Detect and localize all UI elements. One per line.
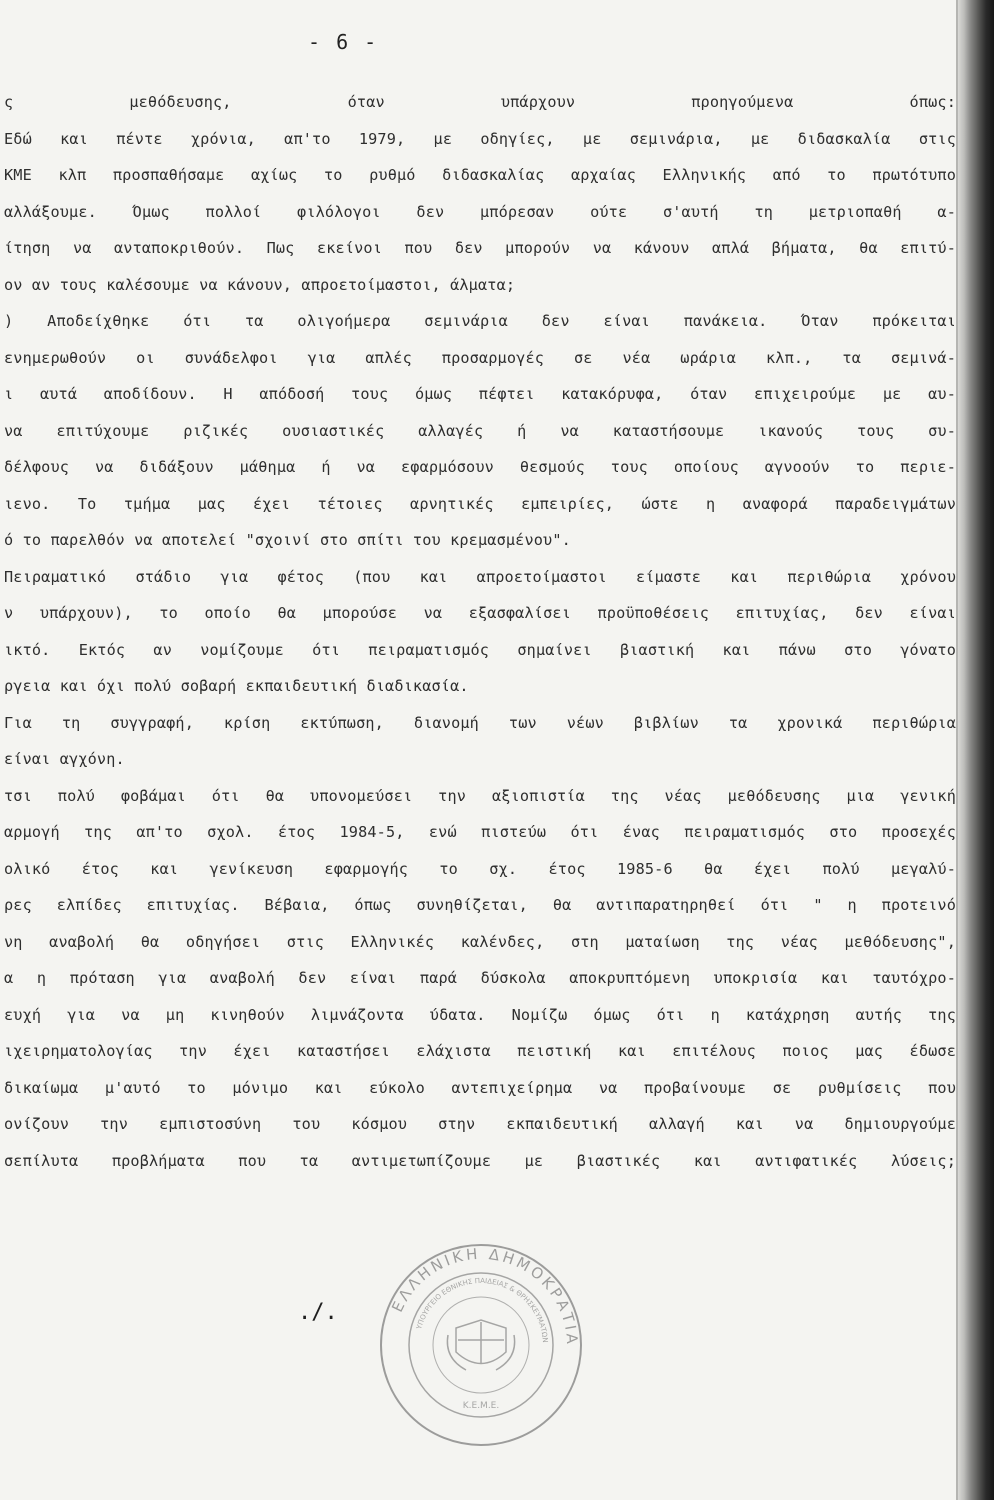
text-line: ν υπάρχουν), το οποίο θα μπορούσε να εξασφαλίσει προϋποθέσεις επιτυχίας, δεν είναι (4, 604, 956, 622)
text-line: ό το παρελθόν να αποτελεί "σχοινί στο σπίτι του κρεμασμένου". (4, 531, 571, 549)
text-line: ον αν τους καλέσουμε να κάνουν, απροετοίμαστοι, άλματα; (4, 275, 516, 294)
text-line: ιχειρηματολογίας την έχει καταστήσει ελάχιστα πειστική και επιτέλους ποιος μας έδωσε (4, 1042, 956, 1060)
body-text (4, 88, 956, 1183)
text-line: ΚΜΕ κλπ προσπαθήσαμε αχίως το ρυθμό διδασκαλίας αρχαίας Ελληνικής από το πρωτότυπο (4, 166, 956, 184)
text-line: ρες ελπίδες επιτυχίας. Βέβαια, όπως συνηθίζεται, θα αντιπαρατηρηθεί ότι " η προτεινό (4, 896, 956, 914)
emblem-icon (447, 1320, 514, 1370)
text-line: αρμογή της απ'το σχολ. έτος 1984-5, ενώ πιστεύω ότι ένας πειραματισμός στο προσεχές (4, 823, 956, 841)
page-number: - 6 - (308, 30, 379, 54)
text-line: νη αναβολή θα οδηγήσει στις Ελληνικές καλένδες, στη ματαίωση της νέας μεθόδευσης", (4, 932, 956, 951)
text-line: αλλάξουμε. Όμως πολλοί φιλόλογοι δεν μπόρεσαν ούτε σ'αυτή τη μετριοπαθή α- (4, 202, 956, 221)
text-line: δικαίωμα μ'αυτό το μόνιμο και εύκολο αντεπιχείρημα να προβαίνουμε σε ρυθμίσεις που (4, 1078, 956, 1097)
text-line: ργεια και όχι πολύ σοβαρή εκπαιδευτική διαδικασία. (4, 677, 469, 695)
text-line: ιενο. Το τμήμα μας έχει τέτοιες αρνητικές εμπειρίες, ώστε η αναφορά παραδειγμάτων (4, 494, 956, 513)
closing-mark: ./. (298, 1300, 338, 1325)
text-line: ολικό έτος και γενίκευση εφαρμογής το σχ. έτος 1985-6 θα έχει πολύ μεγαλύ- (4, 859, 956, 878)
stamp-inner-text: ΥΠΟΥΡΓΕΙΟ ΕΘΝΙΚΗΣ ΠΑΙΔΕΙΑΣ & ΘΡΗΣΚΕΥΜΑΤΩΝ (415, 1276, 549, 1343)
text-line: ονίζουν την εμπιστοσύνη του κόσμου στην εκπαιδευτική αλλαγή και να δημιουργούμε (4, 1115, 956, 1133)
text-line: ς μεθόδευσης, όταν υπάρχουν προηγούμενα όπως: (4, 93, 956, 111)
official-stamp (376, 1240, 586, 1450)
text-line: δέλφους να διδάξουν μάθημα ή να εφαρμόσουν θεσμούς τους οποίους αγνοούν το περιε- (4, 458, 956, 476)
text-line: σεπίλυτα προβλήματα που τα αντιμετωπίζουμε με βιαστικές και αντιφατικές λύσεις; (4, 1151, 956, 1170)
text-line: α η πρόταση για αναβολή δεν είναι παρά δύσκολα αποκρυπτόμενη υποκρισία και ταυτόχρο- (4, 969, 956, 987)
text-line: Πειραματικό στάδιο για φέτος (που και απροετοίμαστοι είμαστε και περιθώρια χρόνου (4, 567, 956, 586)
text-line: Εδώ και πέντε χρόνια, απ'το 1979, με οδηγίες, με σεμινάρια, με διδασκαλία στις (4, 129, 956, 148)
text-line: ευχή για να μη κινηθούν λιμνάζοντα ύδατα. Νομίζω όμως ότι η κατάχρηση αυτής της (4, 1005, 956, 1024)
text-line: ενημερωθούν οι συνάδελφοι για απλές προσαρμογές σε νέα ωράρια κλπ., τα σεμινά- (4, 348, 956, 367)
text-line: ) Αποδείχθηκε ότι τα ολιγοήμερα σεμινάρια δεν είναι πανάκεια. Όταν πρόκειται (4, 312, 956, 330)
stamp-outer-text: ΕΛΛΗΝΙΚΗ ΔΗΜΟΚΡΑΤΙΑ (388, 1244, 582, 1348)
text-line: τσι πολύ φοβάμαι ότι θα υπονομεύσει την αξιοπιστία της νέας μεθόδευσης μια γενική (4, 786, 956, 805)
text-line: Για τη συγγραφή, κρίση εκτύπωση, διανομή των νέων βιβλίων τα χρονικά περιθώρια (4, 713, 956, 732)
text-line: ι αυτά αποδίδουν. Η απόδοσή τους όμως πέφτει κατακόρυφα, όταν επιχειρούμε με αυ- (4, 385, 956, 403)
text-line: ικτό. Εκτός αν νομίζουμε ότι πειραματισμός σημαίνει βιαστική και πάνω στο γόνατο (4, 640, 956, 659)
book-binding (958, 0, 994, 1500)
stamp-bottom-text: Κ.Ε.Μ.Ε. (462, 1401, 500, 1411)
text-line: ίτηση να ανταποκριθούν. Πως εκείνοι που δεν μπορούν να κάνουν απλά βήματα, θα επιτύ- (4, 239, 956, 257)
text-line: είναι αγχόνη. (4, 750, 125, 768)
text-line: να επιτύχουμε ριζικές ουσιαστικές αλλαγές ή να καταστήσουμε ικανούς τους συ- (4, 421, 956, 440)
